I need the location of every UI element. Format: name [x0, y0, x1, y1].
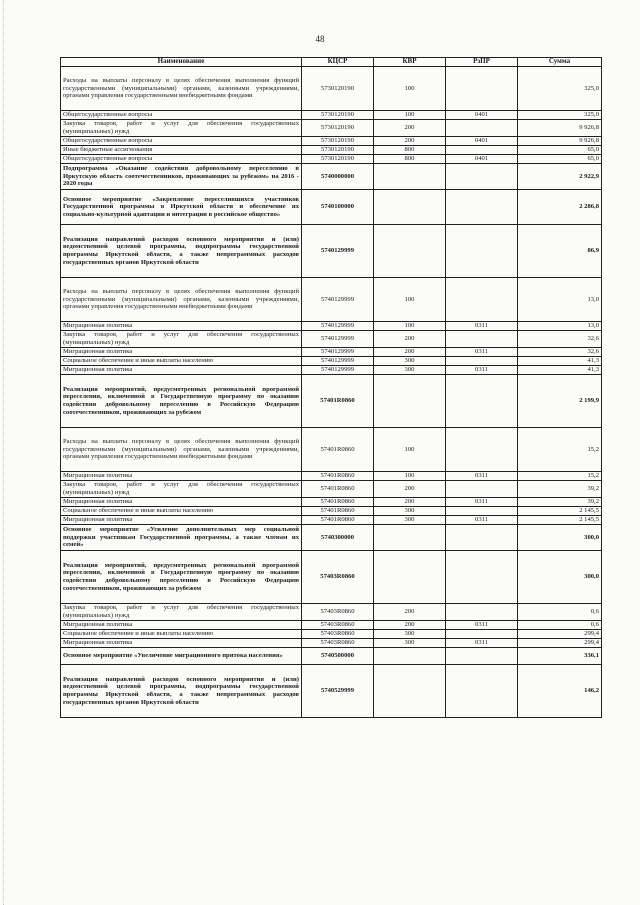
cell-kvr — [374, 190, 446, 225]
table-row — [61, 155, 602, 164]
cell-kcsr: 57401R0860 — [302, 481, 374, 498]
table-row — [61, 481, 602, 498]
cell-sum: 41,3 — [518, 357, 602, 366]
cell-kvr: 200 — [374, 120, 446, 137]
cell-rzpr: 0401 — [446, 111, 518, 120]
table-body — [61, 67, 602, 718]
cell-sum: 2 922,9 — [518, 164, 602, 190]
page-number: 48 — [315, 34, 325, 44]
cell-sum: 325,0 — [518, 67, 602, 111]
cell-sum: 2 145,5 — [518, 507, 602, 516]
cell-kcsr: 5740000000 — [302, 164, 374, 190]
cell-name: Реализация мероприятий, предусмотренных региональной программой переселения, включенной в Государственную программу по оказанию содействия добровольному переселению в Российскую Федерацию соотечественников, проживающих за рубежом — [61, 375, 302, 428]
cell-rzpr: 0311 — [446, 366, 518, 375]
cell-kvr: 200 — [374, 604, 446, 621]
cell-kvr: 200 — [374, 621, 446, 630]
table-row — [61, 137, 602, 146]
cell-sum: 2 286,8 — [518, 190, 602, 225]
table-row — [61, 120, 602, 137]
cell-name: Миграционная политика — [61, 366, 302, 375]
table-row — [61, 639, 602, 648]
cell-kcsr: 57401R0860 — [302, 428, 374, 472]
cell-name: Миграционная политика — [61, 348, 302, 357]
cell-name: Реализация мероприятий, предусмотренных региональной программой переселения, включенной в Государственную программу по оказанию содействия добровольному переселению в Российскую Федерацию соотечественников, проживающих за рубежом — [61, 551, 302, 604]
cell-kcsr: 57401R0860 — [302, 472, 374, 481]
cell-sum: 13,0 — [518, 322, 602, 331]
cell-kvr: 100 — [374, 472, 446, 481]
cell-sum: 13,0 — [518, 278, 602, 322]
cell-kvr: 300 — [374, 630, 446, 639]
cell-name: Закупка товаров, работ и услуг для обеспечения государственных (муниципальных) нужд — [61, 331, 302, 348]
cell-kcsr: 57403R0860 — [302, 639, 374, 648]
cell-sum: 15,2 — [518, 428, 602, 472]
header-rzpr: РзПР — [446, 58, 518, 67]
cell-kvr: 800 — [374, 146, 446, 155]
table-row — [61, 630, 602, 639]
cell-kcsr: 5740129999 — [302, 322, 374, 331]
cell-rzpr — [446, 225, 518, 278]
cell-kvr: 200 — [374, 137, 446, 146]
table-row — [61, 604, 602, 621]
cell-kcsr: 5740300000 — [302, 525, 374, 551]
cell-rzpr — [446, 507, 518, 516]
cell-kvr: 800 — [374, 155, 446, 164]
cell-rzpr — [446, 428, 518, 472]
cell-sum: 41,3 — [518, 366, 602, 375]
cell-kcsr: 5730120190 — [302, 155, 374, 164]
cell-kcsr: 5740500000 — [302, 648, 374, 665]
cell-rzpr: 0311 — [446, 348, 518, 357]
table-header-row — [61, 58, 602, 67]
cell-rzpr — [446, 648, 518, 665]
cell-kcsr: 57403R0860 — [302, 551, 374, 604]
cell-kcsr: 5740129999 — [302, 357, 374, 366]
cell-kvr: 100 — [374, 111, 446, 120]
cell-kcsr: 57401R0860 — [302, 507, 374, 516]
cell-sum: 9 926,8 — [518, 137, 602, 146]
cell-name: Миграционная политика — [61, 472, 302, 481]
cell-sum: 39,2 — [518, 498, 602, 507]
cell-kvr: 100 — [374, 428, 446, 472]
cell-kvr — [374, 648, 446, 665]
cell-kvr: 200 — [374, 331, 446, 348]
table-row — [61, 648, 602, 665]
cell-rzpr — [446, 331, 518, 348]
table-row — [61, 190, 602, 225]
cell-kcsr: 5730120190 — [302, 120, 374, 137]
cell-kvr: 100 — [374, 278, 446, 322]
cell-kcsr: 5740129999 — [302, 278, 374, 322]
cell-kvr — [374, 525, 446, 551]
cell-name: Реализация направлений расходов основного мероприятия и (или) ведомственной целевой программы, подпрограммы государственной программы Иркутской области, а также непрограммных расходов государственных органов Иркутской области — [61, 225, 302, 278]
cell-kvr: 100 — [374, 67, 446, 111]
cell-kvr: 200 — [374, 348, 446, 357]
cell-kvr: 300 — [374, 366, 446, 375]
cell-name: Общегосударственные вопросы — [61, 137, 302, 146]
table-row — [61, 621, 602, 630]
cell-sum: 299,4 — [518, 639, 602, 648]
table-row — [61, 164, 602, 190]
table-row — [61, 525, 602, 551]
cell-sum: 336,1 — [518, 648, 602, 665]
cell-rzpr — [446, 665, 518, 718]
cell-sum: 86,9 — [518, 225, 602, 278]
cell-rzpr: 0311 — [446, 639, 518, 648]
cell-kvr: 300 — [374, 357, 446, 366]
table-row — [61, 225, 602, 278]
cell-name: Расходы на выплаты персоналу в целях обеспечения выполнения функций государственными (муниципальными) органами, казенными учреждениями, органами управления государственными внебюджетными фондами — [61, 67, 302, 111]
table-row — [61, 665, 602, 718]
cell-rzpr — [446, 525, 518, 551]
table-row — [61, 375, 602, 428]
cell-rzpr: 0401 — [446, 155, 518, 164]
cell-rzpr — [446, 278, 518, 322]
cell-kvr: 200 — [374, 498, 446, 507]
cell-rzpr — [446, 146, 518, 155]
cell-kvr: 300 — [374, 507, 446, 516]
header-name: Наименование — [61, 58, 302, 67]
cell-kcsr: 57403R0860 — [302, 630, 374, 639]
cell-kvr — [374, 164, 446, 190]
table-row — [61, 516, 602, 525]
cell-rzpr: 0401 — [446, 137, 518, 146]
cell-sum: 39,2 — [518, 481, 602, 498]
cell-kcsr: 57403R0860 — [302, 621, 374, 630]
cell-kvr: 300 — [374, 639, 446, 648]
cell-kcsr: 5730120190 — [302, 137, 374, 146]
cell-name: Общегосударственные вопросы — [61, 155, 302, 164]
header-kcsr: КЦСР — [302, 58, 374, 67]
table-row — [61, 551, 602, 604]
cell-rzpr — [446, 67, 518, 111]
cell-sum: 32,6 — [518, 348, 602, 357]
cell-name: Закупка товаров, работ и услуг для обеспечения государственных (муниципальных) нужд — [61, 481, 302, 498]
cell-kcsr: 5740129999 — [302, 331, 374, 348]
header-sum: Сумма — [518, 58, 602, 67]
cell-kcsr: 5740129999 — [302, 348, 374, 357]
table-row — [61, 67, 602, 111]
cell-rzpr — [446, 604, 518, 621]
table-row — [61, 472, 602, 481]
cell-rzpr — [446, 375, 518, 428]
cell-sum: 2 145,5 — [518, 516, 602, 525]
cell-name: Расходы на выплаты персоналу в целях обеспечения выполнения функций государственными (муниципальными) органами, казенными учреждениями, органами управления государственными внебюджетными фондами — [61, 278, 302, 322]
header-kvr: КВР — [374, 58, 446, 67]
cell-name: Миграционная политика — [61, 322, 302, 331]
cell-name: Закупка товаров, работ и услуг для обеспечения государственных (муниципальных) нужд — [61, 604, 302, 621]
cell-kvr — [374, 375, 446, 428]
cell-sum: 0,6 — [518, 621, 602, 630]
cell-sum: 299,4 — [518, 630, 602, 639]
cell-rzpr: 0311 — [446, 621, 518, 630]
cell-rzpr: 0311 — [446, 498, 518, 507]
cell-sum: 325,0 — [518, 111, 602, 120]
table-row — [61, 498, 602, 507]
cell-name: Миграционная политика — [61, 498, 302, 507]
cell-name: Миграционная политика — [61, 621, 302, 630]
cell-name: Основное мероприятие «Закрепление переселившихся участников Государственной программы в Иркутской области и обеспечение их социально-культурной адаптации и интеграции в российское общество» — [61, 190, 302, 225]
cell-kvr: 100 — [374, 322, 446, 331]
cell-sum: 15,2 — [518, 472, 602, 481]
cell-rzpr: 0311 — [446, 472, 518, 481]
cell-kvr: 200 — [374, 481, 446, 498]
cell-kcsr: 57401R0860 — [302, 375, 374, 428]
table-row — [61, 507, 602, 516]
cell-rzpr — [446, 190, 518, 225]
cell-name: Социальное обеспечение и иные выплаты населению — [61, 507, 302, 516]
table-row — [61, 357, 602, 366]
cell-sum: 300,0 — [518, 525, 602, 551]
cell-sum: 65,0 — [518, 146, 602, 155]
cell-rzpr — [446, 164, 518, 190]
cell-rzpr — [446, 630, 518, 639]
table-row — [61, 348, 602, 357]
cell-rzpr — [446, 357, 518, 366]
cell-kcsr: 57403R0860 — [302, 604, 374, 621]
table-row — [61, 366, 602, 375]
cell-kcsr: 5740529999 — [302, 665, 374, 718]
cell-kcsr: 5740100000 — [302, 190, 374, 225]
cell-kcsr: 57401R0860 — [302, 498, 374, 507]
cell-kcsr: 57401R0860 — [302, 516, 374, 525]
cell-kcsr: 5730120190 — [302, 67, 374, 111]
table-row — [61, 111, 602, 120]
table-row — [61, 322, 602, 331]
cell-name: Реализация направлений расходов основного мероприятия и (или) ведомственной целевой программы, подпрограммы государственной программы Иркутской области, а также непрограммных расходов государственных органов Иркутской области — [61, 665, 302, 718]
cell-name: Подпрограмма «Оказание содействия добровольному переселению в Иркутскую область соотечественников, проживающих за рубежом» на 2016 - 2020 годы — [61, 164, 302, 190]
cell-sum: 300,0 — [518, 551, 602, 604]
cell-name: Миграционная политика — [61, 639, 302, 648]
cell-name: Расходы на выплаты персоналу в целях обеспечения выполнения функций государственными (муниципальными) органами, казенными учреждениями, органами управления государственными внебюджетными фондами — [61, 428, 302, 472]
cell-name: Миграционная политика — [61, 516, 302, 525]
cell-name: Закупка товаров, работ и услуг для обеспечения государственных (муниципальных) нужд — [61, 120, 302, 137]
cell-sum: 65,0 — [518, 155, 602, 164]
cell-sum: 0,6 — [518, 604, 602, 621]
table-row — [61, 146, 602, 155]
cell-rzpr — [446, 120, 518, 137]
table-row — [61, 278, 602, 322]
cell-kvr: 300 — [374, 516, 446, 525]
cell-kvr — [374, 551, 446, 604]
cell-kcsr: 5730120190 — [302, 146, 374, 155]
cell-name: Общегосударственные вопросы — [61, 111, 302, 120]
cell-rzpr: 0311 — [446, 516, 518, 525]
cell-kvr — [374, 225, 446, 278]
table-row — [61, 331, 602, 348]
cell-name: Основное мероприятие «Усиление дополнительных мер социальной поддержки участникам Государственной программы, а также членам их семей» — [61, 525, 302, 551]
cell-sum: 2 199,9 — [518, 375, 602, 428]
cell-rzpr — [446, 551, 518, 604]
cell-sum: 146,2 — [518, 665, 602, 718]
scan-edge — [3, 0, 5, 905]
cell-name: Иные бюджетные ассигнования — [61, 146, 302, 155]
cell-name: Основное мероприятие «Увеличение миграционного притока населения» — [61, 648, 302, 665]
cell-kcsr: 5740129999 — [302, 366, 374, 375]
cell-kcsr: 5740129999 — [302, 225, 374, 278]
cell-kcsr: 5730120190 — [302, 111, 374, 120]
cell-rzpr: 0311 — [446, 322, 518, 331]
cell-name: Социальное обеспечение и иные выплаты населению — [61, 357, 302, 366]
cell-sum: 32,6 — [518, 331, 602, 348]
table-row — [61, 428, 602, 472]
cell-rzpr — [446, 481, 518, 498]
cell-name: Социальное обеспечение и иные выплаты населению — [61, 630, 302, 639]
budget-table — [60, 57, 602, 718]
cell-kvr — [374, 665, 446, 718]
cell-sum: 9 926,8 — [518, 120, 602, 137]
